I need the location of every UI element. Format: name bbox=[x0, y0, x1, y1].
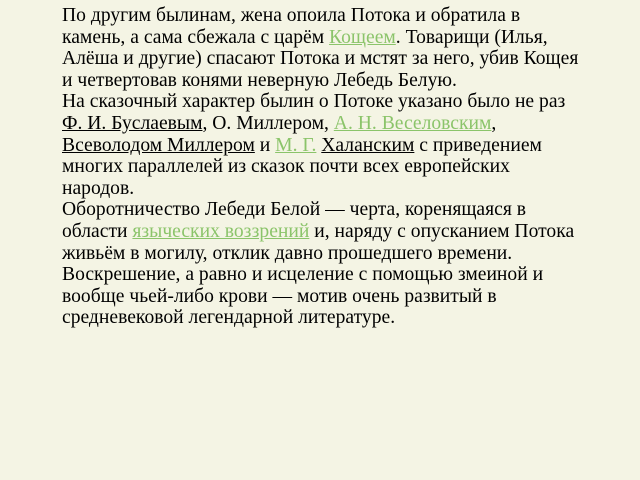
paragraph-2 bbox=[62, 91, 638, 199]
paragraph-3 bbox=[62, 199, 638, 264]
article-text bbox=[62, 5, 638, 329]
paragraph-1 bbox=[62, 5, 638, 91]
text-line: По другим былинам, жена опоила Потока и обратила в bbox=[62, 5, 521, 26]
text-line: народов. bbox=[62, 177, 135, 199]
link-buslaev[interactable]: Ф. И. Буслаевым bbox=[62, 112, 203, 134]
paragraph-4 bbox=[62, 264, 638, 329]
text-fragment: и, наряду с опусканием Потока bbox=[309, 220, 575, 242]
text-line: живьём в могилу, отклик давно прошедшего времени. bbox=[62, 242, 513, 264]
text-fragment: области bbox=[62, 220, 133, 242]
link-koshchei[interactable]: Кощеем bbox=[329, 26, 396, 48]
text-fragment: с приведением bbox=[414, 134, 542, 156]
text-line: средневековой легендарной литературе. bbox=[62, 307, 396, 329]
text-line bbox=[62, 135, 638, 157]
link-pagan-beliefs[interactable]: языческих воззрений bbox=[132, 220, 310, 242]
text-line bbox=[62, 27, 638, 49]
text-line: и четвертовав конями неверную Лебедь Белую. bbox=[62, 69, 457, 91]
link-khalansky[interactable]: Халанским bbox=[321, 134, 415, 156]
text-line: Воскрешение, а равно и исцеление с помощью змеиной и bbox=[62, 264, 544, 286]
text-fragment: , О. Миллером, bbox=[202, 112, 334, 134]
link-veselovsky[interactable]: А. Н. Веселовским bbox=[333, 112, 492, 134]
link-vsevolod-miller[interactable]: Всеволодом Миллером bbox=[62, 134, 255, 156]
text-fragment: . Товарищи (Илья, bbox=[395, 26, 548, 48]
text-line: вообще чьей-либо крови — мотив очень развитый в bbox=[62, 285, 497, 307]
text-fragment: , bbox=[491, 112, 497, 134]
text-fragment: и bbox=[254, 134, 276, 156]
text-fragment: камень, а сама сбежала с царём bbox=[62, 26, 330, 48]
text-line: На сказочный характер былин о Потоке указано было не раз bbox=[62, 91, 566, 113]
text-line bbox=[62, 221, 638, 243]
text-line: многих параллелей из сказок почти всех европейских bbox=[62, 156, 510, 178]
text-line: Оборотничество Лебеди Белой — черта, коренящаяся в bbox=[62, 199, 527, 221]
link-m-g[interactable]: М. Г. bbox=[275, 134, 317, 156]
text-line: Алёша и другие) спасают Потока и мстят за него, убив Кощея bbox=[62, 48, 579, 70]
text-line bbox=[62, 113, 638, 135]
